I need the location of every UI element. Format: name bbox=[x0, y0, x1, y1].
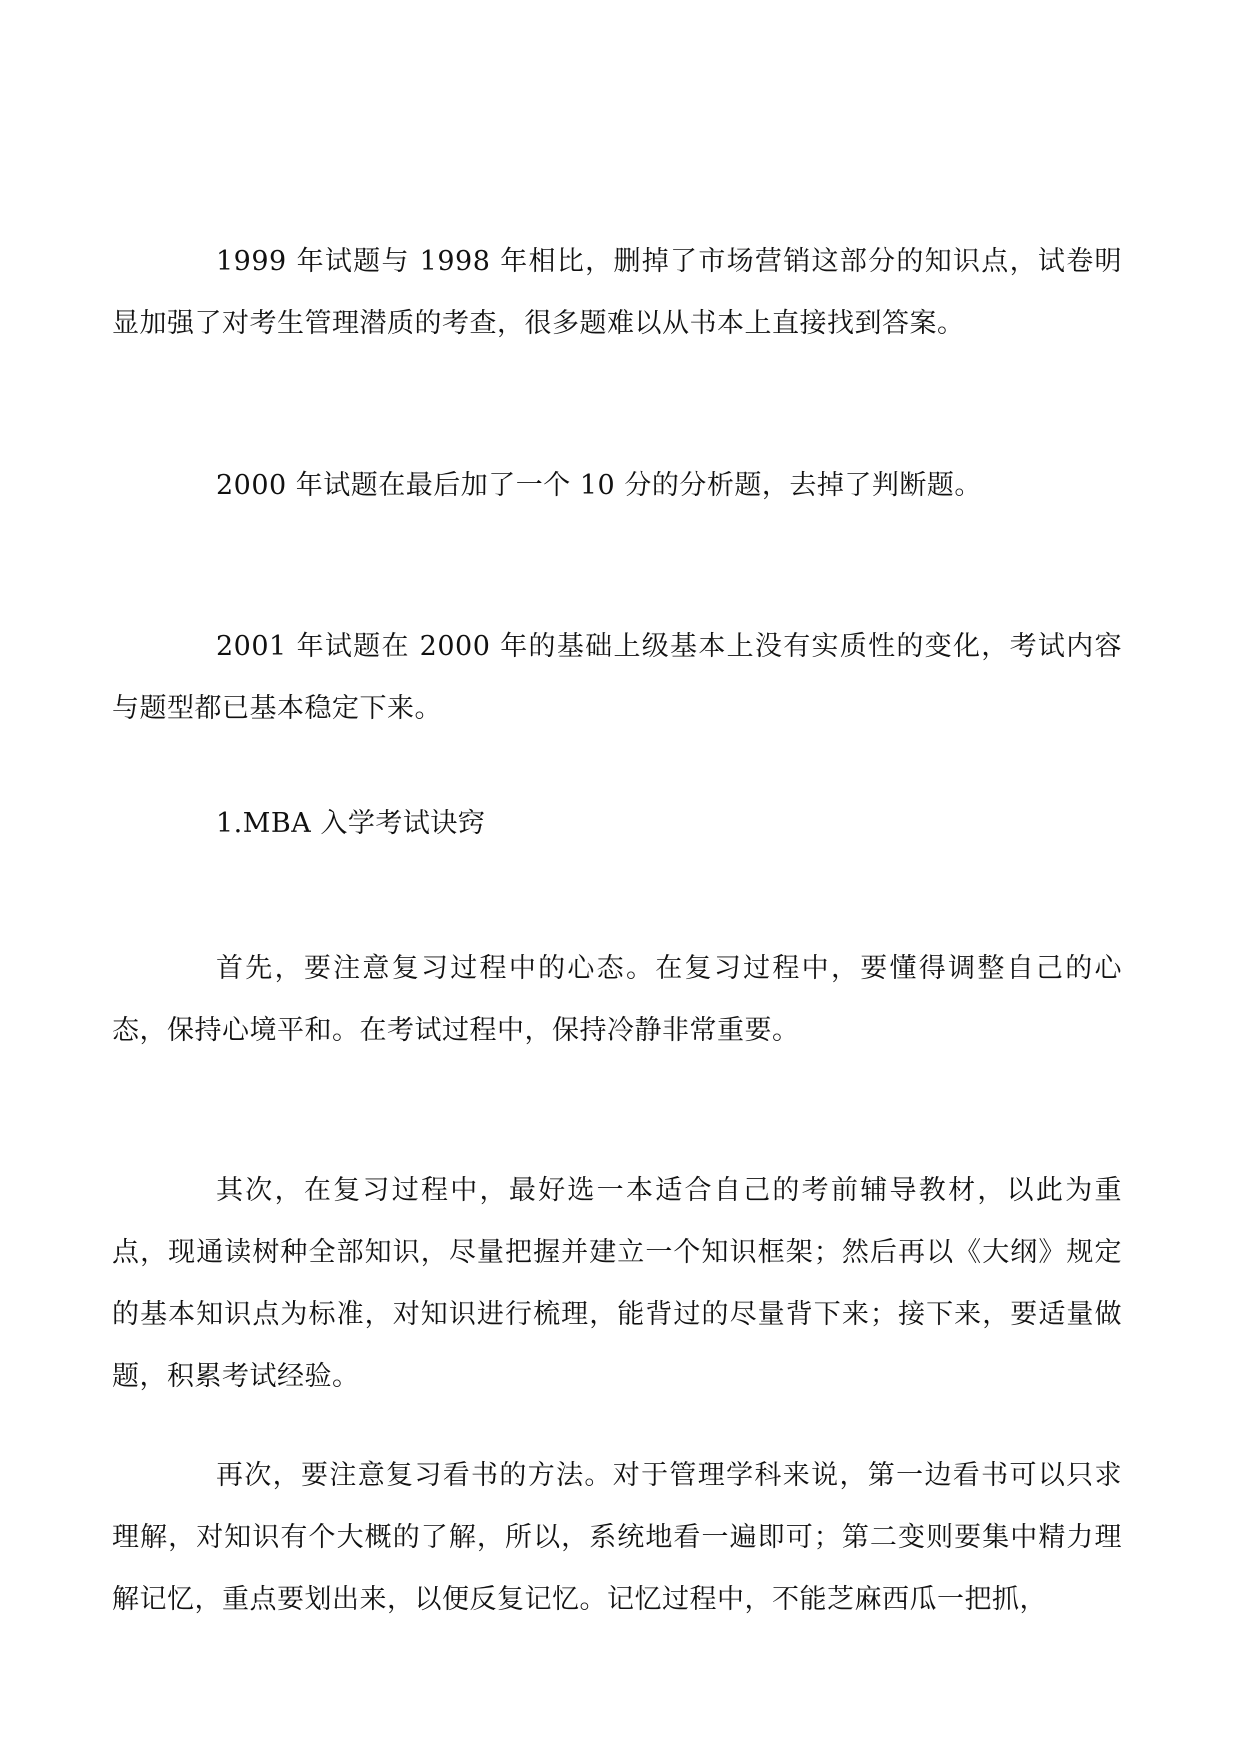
paragraph-second-textbook: 其次，在复习过程中，最好选一本适合自己的考前辅导教材，以此为重点，现通读树种全部知识，尽量把握并建立一个知识框架；然后再以《大纲》规定的基本知识点为标准，对知识进行梳理，能背过的尽量背下来；接下来，要适量做题，积累考试经验。 bbox=[112, 1175, 1122, 1392]
paragraph-third-method: 再次，要注意复习看书的方法。对于管理学科来说，第一边看书可以只求理解，对知识有个大概的了解，所以，系统地看一遍即可；第二变则要集中精力理解记忆，重点要划出来，以便反复记忆。记忆过程中，不能芝麻西瓜一把抓， bbox=[112, 1460, 1122, 1615]
paragraph-exam-2000: 2000 年试题在最后加了一个 10 分的分析题，去掉了判断题。 bbox=[216, 470, 982, 501]
paragraph-first-mindset: 首先，要注意复习过程中的心态。在复习过程中，要懂得调整自己的心态，保持心境平和。在考试过程中，保持冷静非常重要。 bbox=[112, 953, 1122, 1046]
section-heading-mba-tips: 1.MBA 入学考试诀窍 bbox=[216, 808, 486, 839]
paragraph-exam-1999: 1999 年试题与 1998 年相比，删掉了市场营销这部分的知识点，试卷明显加强了对考生管理潜质的考查，很多题难以从书本上直接找到答案。 bbox=[112, 246, 1122, 339]
paragraph-exam-2001: 2001 年试题在 2000 年的基础上级基本上没有实质性的变化，考试内容与题型都已基本稳定下来。 bbox=[112, 631, 1122, 724]
